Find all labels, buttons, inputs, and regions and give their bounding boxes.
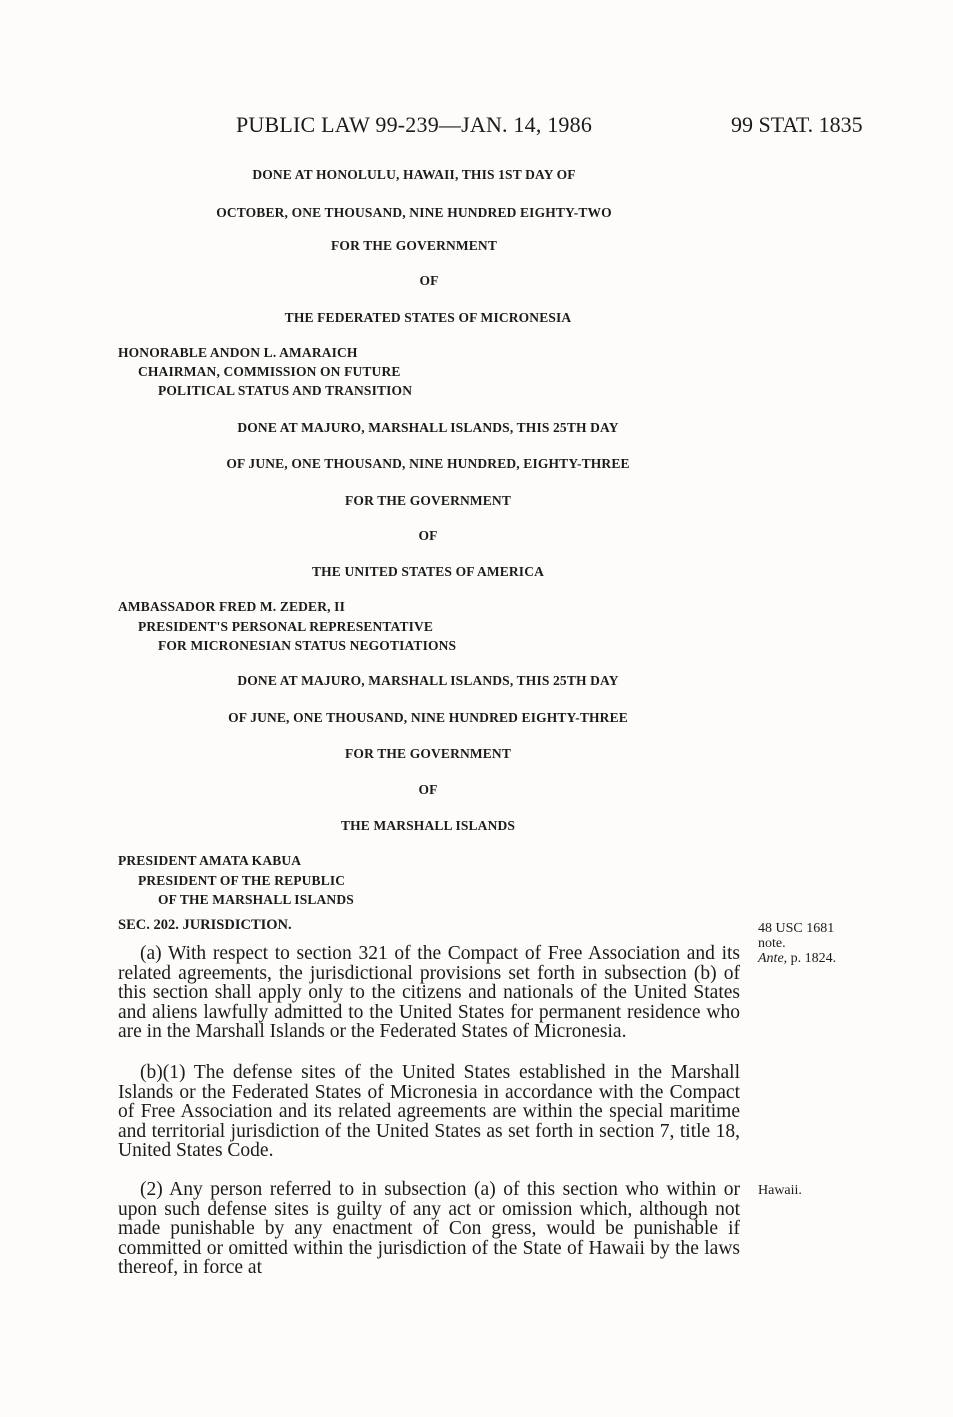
fsm-signatory-name: HONORABLE ANDON L. AMARAICH: [118, 345, 358, 360]
fsm-done-line-1: DONE AT HONOLULU, HAWAII, THIS 1ST DAY OF: [252, 167, 576, 182]
usa-signatory-title-1: PRESIDENT'S PERSONAL REPRESENTATIVE: [138, 619, 434, 634]
page-header-title: PUBLIC LAW 99-239—JAN. 14, 1986: [236, 112, 593, 137]
rmi-country: THE MARSHALL ISLANDS: [340, 818, 516, 833]
margin-note-usc-line-1: 48 USC 1681: [758, 921, 835, 936]
margin-note-hawaii: Hawaii.: [758, 1183, 802, 1198]
usa-of: OF: [418, 528, 438, 543]
fsm-of: OF: [419, 273, 439, 288]
usa-signatory-name: AMBASSADOR FRED M. ZEDER, II: [118, 599, 345, 614]
margin-note-ante: [758, 951, 836, 966]
paragraph-b1-text: (b)(1) The defense sites of the United States established in the Marshall Islands or the Federated States of Micronesia in accordance with the Compact of Free Association and its related agreements are within the special maritime and territorial jurisdiction of the United States as set forth in section 7, title 18, United States Code.: [118, 1062, 740, 1162]
paragraph-a: [118, 944, 740, 1042]
section-heading: SEC. 202. JURISDICTION.: [118, 917, 292, 933]
usa-signatory-title-2: FOR MICRONESIAN STATUS NEGOTIATIONS: [158, 638, 457, 653]
rmi-signatory-title-2: OF THE MARSHALL ISLANDS: [158, 892, 354, 907]
rmi-done-line-2: OF JUNE, ONE THOUSAND, NINE HUNDRED EIGHTY-THREE: [228, 710, 628, 725]
usa-done-line-1: DONE AT MAJURO, MARSHALL ISLANDS, THIS 25TH DAY: [237, 420, 619, 435]
rmi-signatory-name: PRESIDENT AMATA KABUA: [118, 853, 302, 868]
usa-for-government: FOR THE GOVERNMENT: [345, 493, 511, 508]
paragraph-b2-text: (2) Any person referred to in subsection (a) of this section who within or upon such defense sites is guilty of any act or omission which, although not made punishable by any enactment of Con gress, would be punishable if committed or omitted within the jurisdiction of the State of Hawaii by the laws thereof, in force at: [118, 1179, 740, 1279]
rmi-signatory-title-1: PRESIDENT OF THE REPUBLIC: [138, 873, 346, 888]
page-header-stat: 99 STAT. 1835: [731, 112, 863, 137]
rmi-done-line-1: DONE AT MAJURO, MARSHALL ISLANDS, THIS 25TH DAY: [237, 673, 619, 688]
margin-note-usc-line-2: note.: [758, 936, 786, 951]
rmi-of: OF: [418, 782, 438, 797]
fsm-done-line-2: OCTOBER, ONE THOUSAND, NINE HUNDRED EIGHTY-TWO: [216, 205, 612, 220]
paragraph-b2: [118, 1180, 740, 1278]
fsm-for-government: FOR THE GOVERNMENT: [331, 238, 497, 253]
fsm-country: THE FEDERATED STATES OF MICRONESIA: [284, 310, 572, 325]
margin-note-ante-italic: Ante: [758, 951, 784, 966]
paragraph-a-text: (a) With respect to section 321 of the Compact of Free Association and its related agreements, the jurisdictional provisions set forth in subsection (b) of this section shall apply only to the citizens and nationals of the United States and aliens lawfully admitted to the United States for permanent residence who are in the Marshall Islands or the Federated States of Micronesia.: [118, 943, 740, 1043]
margin-note-usc: [758, 921, 836, 966]
paragraph-b1: [118, 1063, 740, 1161]
usa-done-line-2: OF JUNE, ONE THOUSAND, NINE HUNDRED, EIGHTY-THREE: [226, 456, 630, 471]
rmi-for-government: FOR THE GOVERNMENT: [345, 746, 511, 761]
margin-note-ante-page: , p. 1824.: [783, 951, 837, 966]
fsm-signatory-title-2: POLITICAL STATUS AND TRANSITION: [158, 383, 413, 398]
fsm-signatory-title-1: CHAIRMAN, COMMISSION ON FUTURE: [138, 364, 401, 379]
usa-country: THE UNITED STATES OF AMERICA: [312, 564, 544, 579]
